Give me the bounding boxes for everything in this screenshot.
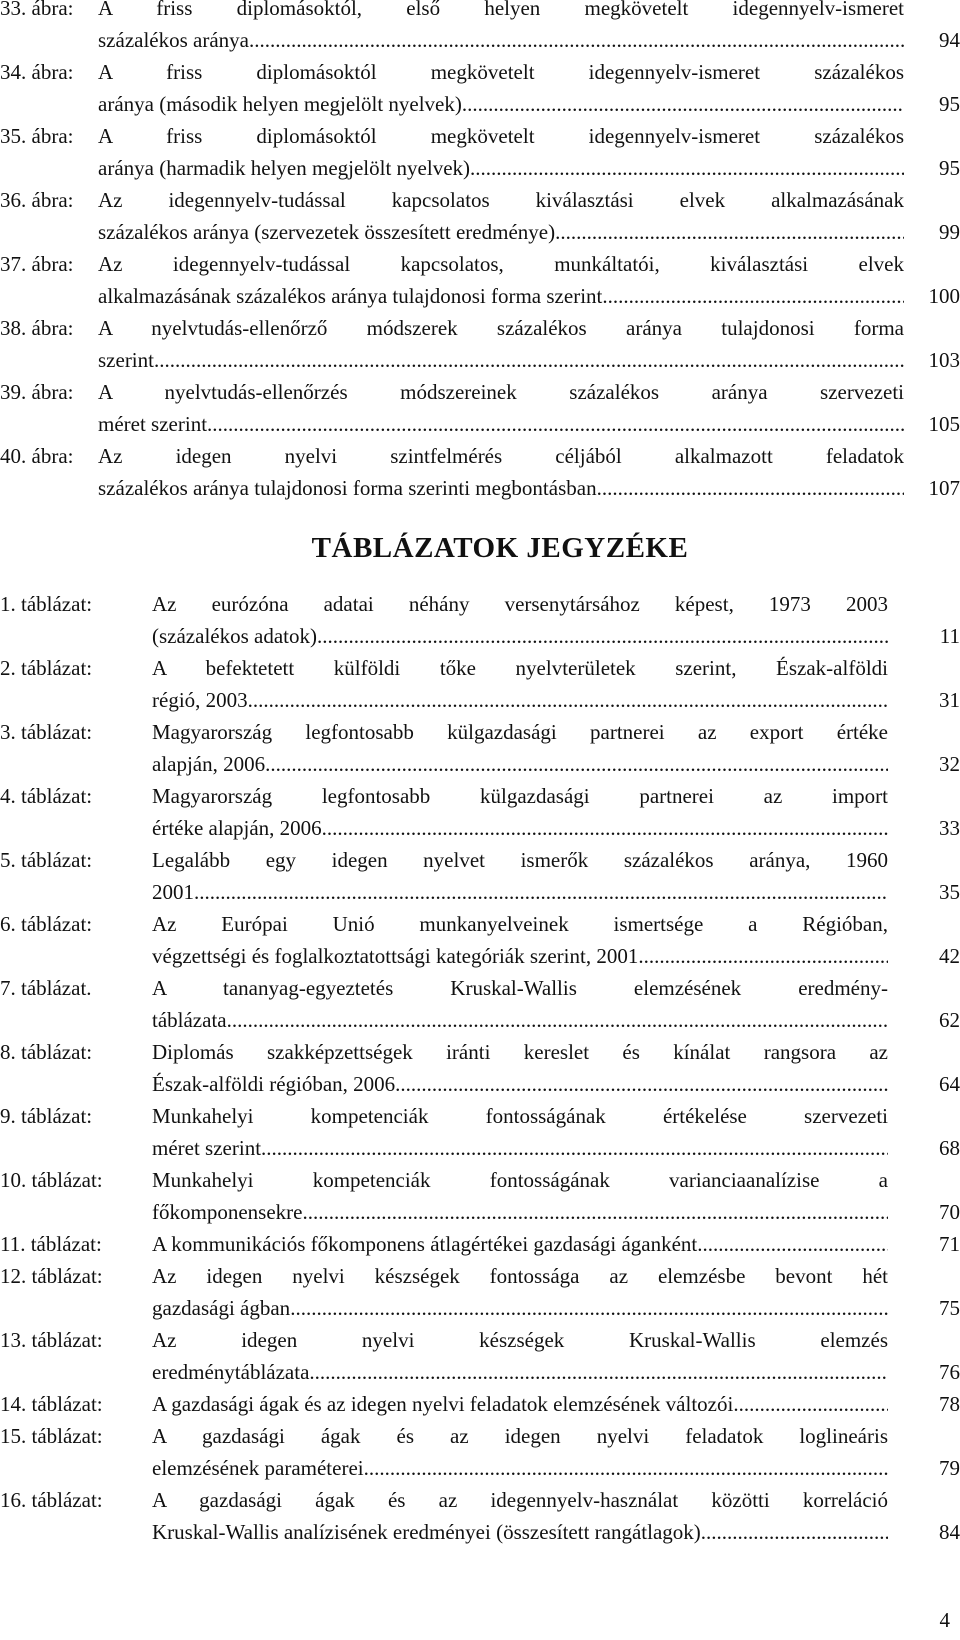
entry-page: 64 (939, 1072, 960, 1096)
entry-text-last: táblázata (152, 1008, 227, 1032)
dot-leader (249, 24, 904, 56)
entry-number: 33. ábra: (0, 0, 74, 20)
entry-page: 79 (939, 1456, 960, 1480)
entry-text-line: A nyelvtudás-ellenőrzés módszereinek százalékos aránya szervezeti (98, 380, 904, 404)
entry-number: 15. táblázat: (0, 1424, 103, 1448)
table-entry (0, 1228, 960, 1260)
entry-page: 62 (939, 1008, 960, 1032)
entry-text-last: Kruskal-Wallis analízisének eredményei (összesített rangátlagok) (152, 1520, 701, 1544)
table-entry (0, 1164, 960, 1228)
figure-entry (0, 376, 960, 440)
entry-text-line: Az idegen nyelvi szintfelmérés céljából alkalmazott feladatok (98, 444, 904, 468)
entry-page: 100 (928, 284, 960, 308)
dot-leader (322, 812, 888, 844)
entry-number: 16. táblázat: (0, 1488, 103, 1512)
dot-leader (555, 216, 904, 248)
dot-leader (207, 408, 904, 440)
entry-number: 36. ábra: (0, 188, 74, 212)
dot-leader (602, 280, 904, 312)
page-number: 4 (939, 1608, 950, 1632)
entry-text-line: A tananyag-egyeztetés Kruskal-Wallis elemzésének eredmény- (152, 976, 888, 1000)
dot-leader (309, 1356, 888, 1388)
entry-text-last: százalékos aránya tulajdonosi forma szerinti megbontásban (98, 476, 597, 500)
entry-number: 37. ábra: (0, 252, 74, 276)
table-list (0, 588, 960, 1548)
entry-page: 11 (939, 624, 960, 648)
entry-number: 14. táblázat: (0, 1392, 103, 1416)
entry-text-line: A gazdasági ágak és az idegennyelv-használat közötti korreláció (152, 1488, 888, 1512)
entry-page: 103 (928, 348, 960, 372)
dot-leader (261, 1132, 888, 1164)
figure-entry (0, 440, 960, 504)
dot-leader (701, 1516, 888, 1548)
dot-leader (364, 1452, 888, 1484)
figure-entry (0, 312, 960, 376)
entry-text-last: szerint (98, 348, 154, 372)
entry-text-last: Észak-alföldi régióban, 2006 (152, 1072, 396, 1096)
entry-number: 6. táblázat: (0, 912, 93, 936)
entry-number: 10. táblázat: (0, 1168, 103, 1192)
entry-text-line: A gazdasági ágak és az idegen nyelvi feladatok loglineáris (152, 1424, 888, 1448)
entry-text-line: Magyarország legfontosabb külgazdasági partnerei az import (152, 784, 888, 808)
dot-leader (470, 152, 904, 184)
entry-text-last: régió, 2003 (152, 688, 248, 712)
table-entry (0, 1100, 960, 1164)
entry-number: 1. táblázat: (0, 592, 93, 616)
dot-leader (154, 344, 904, 376)
entry-number: 11. táblázat: (0, 1232, 102, 1256)
table-entry (0, 1420, 960, 1484)
entry-number: 9. táblázat: (0, 1104, 93, 1128)
entry-text-line: A befektetett külföldi tőke nyelvterületek szerint, Észak-alföldi (152, 656, 888, 680)
figure-entry (0, 248, 960, 312)
table-entry (0, 1260, 960, 1324)
entry-page: 70 (939, 1200, 960, 1224)
entry-text-last: elemzésének paraméterei (152, 1456, 364, 1480)
entry-text-last: százalékos aránya (98, 28, 249, 52)
entry-number: 35. ábra: (0, 124, 74, 148)
entry-text-last: 2001 (152, 880, 194, 904)
entry-text-last: főkomponensekre (152, 1200, 303, 1224)
table-entry (0, 1388, 960, 1420)
entry-text-last: gazdasági ágban (152, 1296, 291, 1320)
entry-text-line: Az idegen nyelvi készségek fontossága az elemzésbe bevont hét (152, 1264, 888, 1288)
entry-text-last: A kommunikációs főkomponens átlagértékei gazdasági áganként (152, 1232, 698, 1256)
entry-page: 42 (939, 944, 960, 968)
entry-text-last: végzettségi és foglalkoztatottsági kategóriák szerint, 2001 (152, 944, 639, 968)
entry-text-last: eredménytáblázata (152, 1360, 310, 1384)
entry-number: 40. ábra: (0, 444, 74, 468)
entry-page: 75 (939, 1296, 960, 1320)
entry-page: 31 (939, 688, 960, 712)
entry-text-last: A gazdasági ágak és az idegen nyelvi feladatok elemzésének változói (152, 1392, 734, 1416)
entry-text-line: A nyelvtudás-ellenőrző módszerek százalékos aránya tulajdonosi forma (98, 316, 904, 340)
entry-number: 38. ábra: (0, 316, 74, 340)
entry-page: 95 (939, 156, 960, 180)
entry-page: 84 (939, 1520, 960, 1544)
entry-text-line: Munkahelyi kompetenciák fontosságának varianciaanalízise a (152, 1168, 888, 1192)
entry-text-line: Az idegennyelv-tudással kapcsolatos, munkáltatói, kiválasztási elvek (98, 252, 904, 276)
entry-number: 2. táblázat: (0, 656, 93, 680)
entry-text-last: méret szerint (152, 1136, 262, 1160)
dot-leader (733, 1388, 888, 1420)
entry-page: 68 (939, 1136, 960, 1160)
entry-text-line: Az idegen nyelvi készségek Kruskal-Wallis elemzés (152, 1328, 888, 1352)
table-entry (0, 972, 960, 1036)
table-entry (0, 844, 960, 908)
entry-text-line: Az eurózóna adatai néhány versenytársához képest, 1973 2003 (152, 592, 888, 616)
dot-leader (290, 1292, 888, 1324)
entry-number: 8. táblázat: (0, 1040, 93, 1064)
dot-leader (302, 1196, 888, 1228)
entry-text-line: A friss diplomásoktól megkövetelt idegennyelv-ismeret százalékos (98, 60, 904, 84)
table-entry (0, 588, 960, 652)
dot-leader (697, 1228, 888, 1260)
entry-page: 95 (939, 92, 960, 116)
dot-leader (462, 88, 904, 120)
table-entry (0, 652, 960, 716)
entry-number: 39. ábra: (0, 380, 74, 404)
figure-entry (0, 184, 960, 248)
entry-text-last: értéke alapján, 2006 (152, 816, 322, 840)
entry-number: 34. ábra: (0, 60, 74, 84)
entry-page: 35 (939, 880, 960, 904)
entry-text-line: Az Európai Unió munkanyelveinek ismertsége a Régióban, (152, 912, 888, 936)
figure-list (0, 0, 960, 504)
entry-text-line: Legalább egy idegen nyelvet ismerők százalékos aránya, 1960 (152, 848, 888, 872)
entry-text-last: alapján, 2006 (152, 752, 266, 776)
entry-text-line: Diplomás szakképzettségek iránti kereslet és kínálat rangsora az (152, 1040, 888, 1064)
entry-text-line: Az idegennyelv-tudással kapcsolatos kiválasztási elvek alkalmazásának (98, 188, 904, 212)
entry-text-last: (százalékos adatok) (152, 624, 317, 648)
entry-page: 76 (939, 1360, 960, 1384)
tables-heading: TÁBLÁZATOK JEGYZÉKE (311, 532, 689, 564)
entry-text-line: Munkahelyi kompetenciák fontosságának értékelése szervezeti (152, 1104, 888, 1128)
dot-leader (227, 1004, 888, 1036)
entry-page: 94 (939, 28, 960, 52)
entry-page: 32 (939, 752, 960, 776)
entry-text-last: aránya (második helyen megjelölt nyelvek) (98, 92, 462, 116)
table-entry (0, 908, 960, 972)
table-entry (0, 716, 960, 780)
entry-text-line: Magyarország legfontosabb külgazdasági partnerei az export értéke (152, 720, 888, 744)
figure-entry (0, 0, 960, 56)
table-entry (0, 1324, 960, 1388)
entry-number: 7. táblázat. (0, 976, 92, 1000)
entry-text-line: A friss diplomásoktól megkövetelt idegennyelv-ismeret százalékos (98, 124, 904, 148)
entry-text-last: méret szerint (98, 412, 208, 436)
entry-text-last: százalékos aránya (szervezetek összesített eredménye) (98, 220, 556, 244)
entry-page: 78 (939, 1392, 960, 1416)
entry-number: 3. táblázat: (0, 720, 93, 744)
entry-number: 12. táblázat: (0, 1264, 103, 1288)
table-entry (0, 780, 960, 844)
dot-leader (317, 620, 888, 652)
entry-number: 5. táblázat: (0, 848, 93, 872)
entry-text-line: A friss diplomásoktól, első helyen megkövetelt idegennyelv-ismeret (98, 0, 904, 20)
dot-leader (597, 472, 904, 504)
entry-text-last: aránya (harmadik helyen megjelölt nyelvek) (98, 156, 471, 180)
entry-number: 4. táblázat: (0, 784, 93, 808)
table-entry (0, 1036, 960, 1100)
dot-leader (265, 748, 888, 780)
entry-number: 13. táblázat: (0, 1328, 103, 1352)
entry-page: 107 (928, 476, 960, 500)
figure-entry (0, 120, 960, 184)
table-entry (0, 1484, 960, 1548)
entry-page: 99 (939, 220, 960, 244)
dot-leader (248, 684, 888, 716)
dot-leader (194, 876, 888, 908)
entry-text-last: alkalmazásának százalékos aránya tulajdonosi forma szerint (98, 284, 603, 308)
entry-page: 71 (939, 1232, 960, 1256)
figure-entry (0, 56, 960, 120)
entry-page: 33 (939, 816, 960, 840)
dot-leader (395, 1068, 888, 1100)
entry-page: 105 (928, 412, 960, 436)
dot-leader (638, 940, 888, 972)
